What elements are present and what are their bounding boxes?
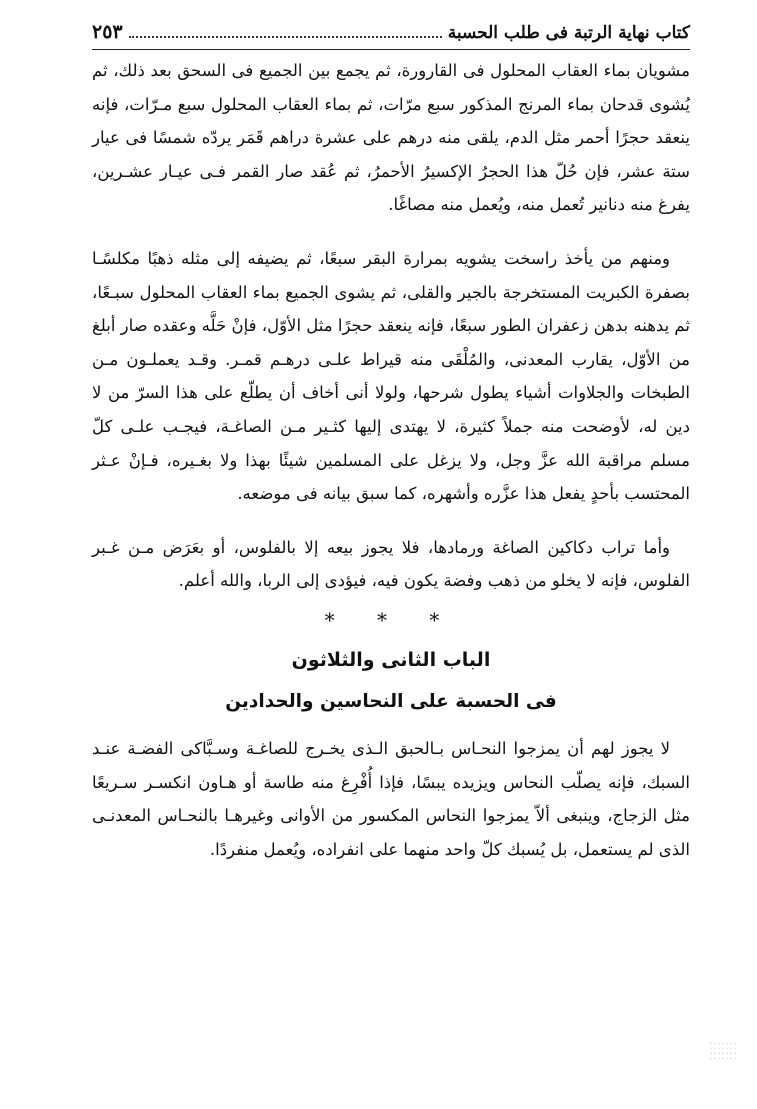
paragraph-gap xyxy=(92,511,690,531)
paragraph-4: لا يجوز لهم أن يمزجوا النحـاس بـالحبق الـذى يخـرج للصاغـة وسـبَّاكى الفضـة عنـد السبك، فإنه يصلّب النحاس ويزيده يبسًا، فإذا أُفْرِغ منه طاسة أو هـاون انكسـر سـريعًا مثل الزجاج، وينبغى ألاّ يمزجوا النحاس المكسور من الأوانى وغيرهـا بالنحـاس المعدنـى الذى لم يستعمل، بل يُسبك كلّ واحد منهما على انفراده، ويُعمل منفردًا. xyxy=(92,738,690,859)
paragraph-2: ومنهم من يأخذ راسخت يشويه بمرارة البقر سبعًا، ثم يضيفه إلى مثله ذهبًا مكلسًـا بصفرة الكبريت المستخرجة بالجير والقلى، ثم يشوى الجميع بماء العقاب المحلول سبـعًا، ثم يدهنه بدهن زعفران الطور سبعًا، فإنه ينعقد حجرًا مثل الأوّل، فإنْ حَلَّه وعقده صار أبلغ من الأوّل، يقارب المعدنى، والمُلْقَى منه قيراط علـى درهـم قمـر. وقـد يعملـون مـن الطبخات والجلاوات أشياء يطول شرحها، ولولا أنى أخاف أن يطلّع على هذا السرّ من لا دين له، لأوضحت منه جملاً كثيرة، لا يهتدى إليها كثـير مـن الصاغـة، فيجـب علـى كلّ مسلم مراقبة الله عزَّ وجل، ولا يزغل على المسلمين شيئًا بهذا ولا بغـيره، فـإنْ عـثر المحتسب بأحدٍ يفعل هذا عزَّره وأشهره، كما سبق بيانه فى موضعه. xyxy=(92,248,690,504)
section-heading: فى الحسبة على النحاسين والحدادين xyxy=(225,690,557,712)
running-header xyxy=(92,18,690,50)
asterisk-separator: * * * xyxy=(324,607,458,632)
paragraph-3: وأما تراب دكاكين الصاغة ورمادها، فلا يجوز بيعه إلا بالفلوس، أو بعَرَض مـن غـبر الفلوس، فإنه لا يخلو من ذهب وفضة يكون فيه، فيؤدى إلى الربا، والله أعلم. xyxy=(92,537,690,591)
chapter-heading: الباب الثانى والثلاثون xyxy=(291,648,491,671)
paragraph-gap xyxy=(92,222,690,242)
paragraph-1: مشويان بماء العقاب المحلول فى القارورة، ثم يجمع بين الجميع فى السحق بعد ذلك، ثم يُشوى قدحان بماء المرنج المذكور سبع مرّات، ثم بماء العقاب المحلول سبع مـرّات، فإنه ينعقد حجرًا أحمر مثل الدم، يلقى منه درهم على عشرة دراهم قَمَر يردّه شمسًا فى عيار ستة عشر، فإن حُلّ هذا الحجرُ الإكسيرُ الأحمرُ، ثم عُقد صار القمر فـى عيـار عشـرين، يفرغ منه دنانير تُعمل منه، ويُعمل منه مصاغًا. xyxy=(92,61,690,215)
book-title: كتاب نهاية الرتبة فى طلب الحسبة xyxy=(447,23,690,43)
book-page xyxy=(92,18,690,866)
leader-dots xyxy=(129,36,442,38)
scan-noise-speck xyxy=(709,1041,737,1061)
page-number: ٢٥٣ xyxy=(92,21,123,43)
